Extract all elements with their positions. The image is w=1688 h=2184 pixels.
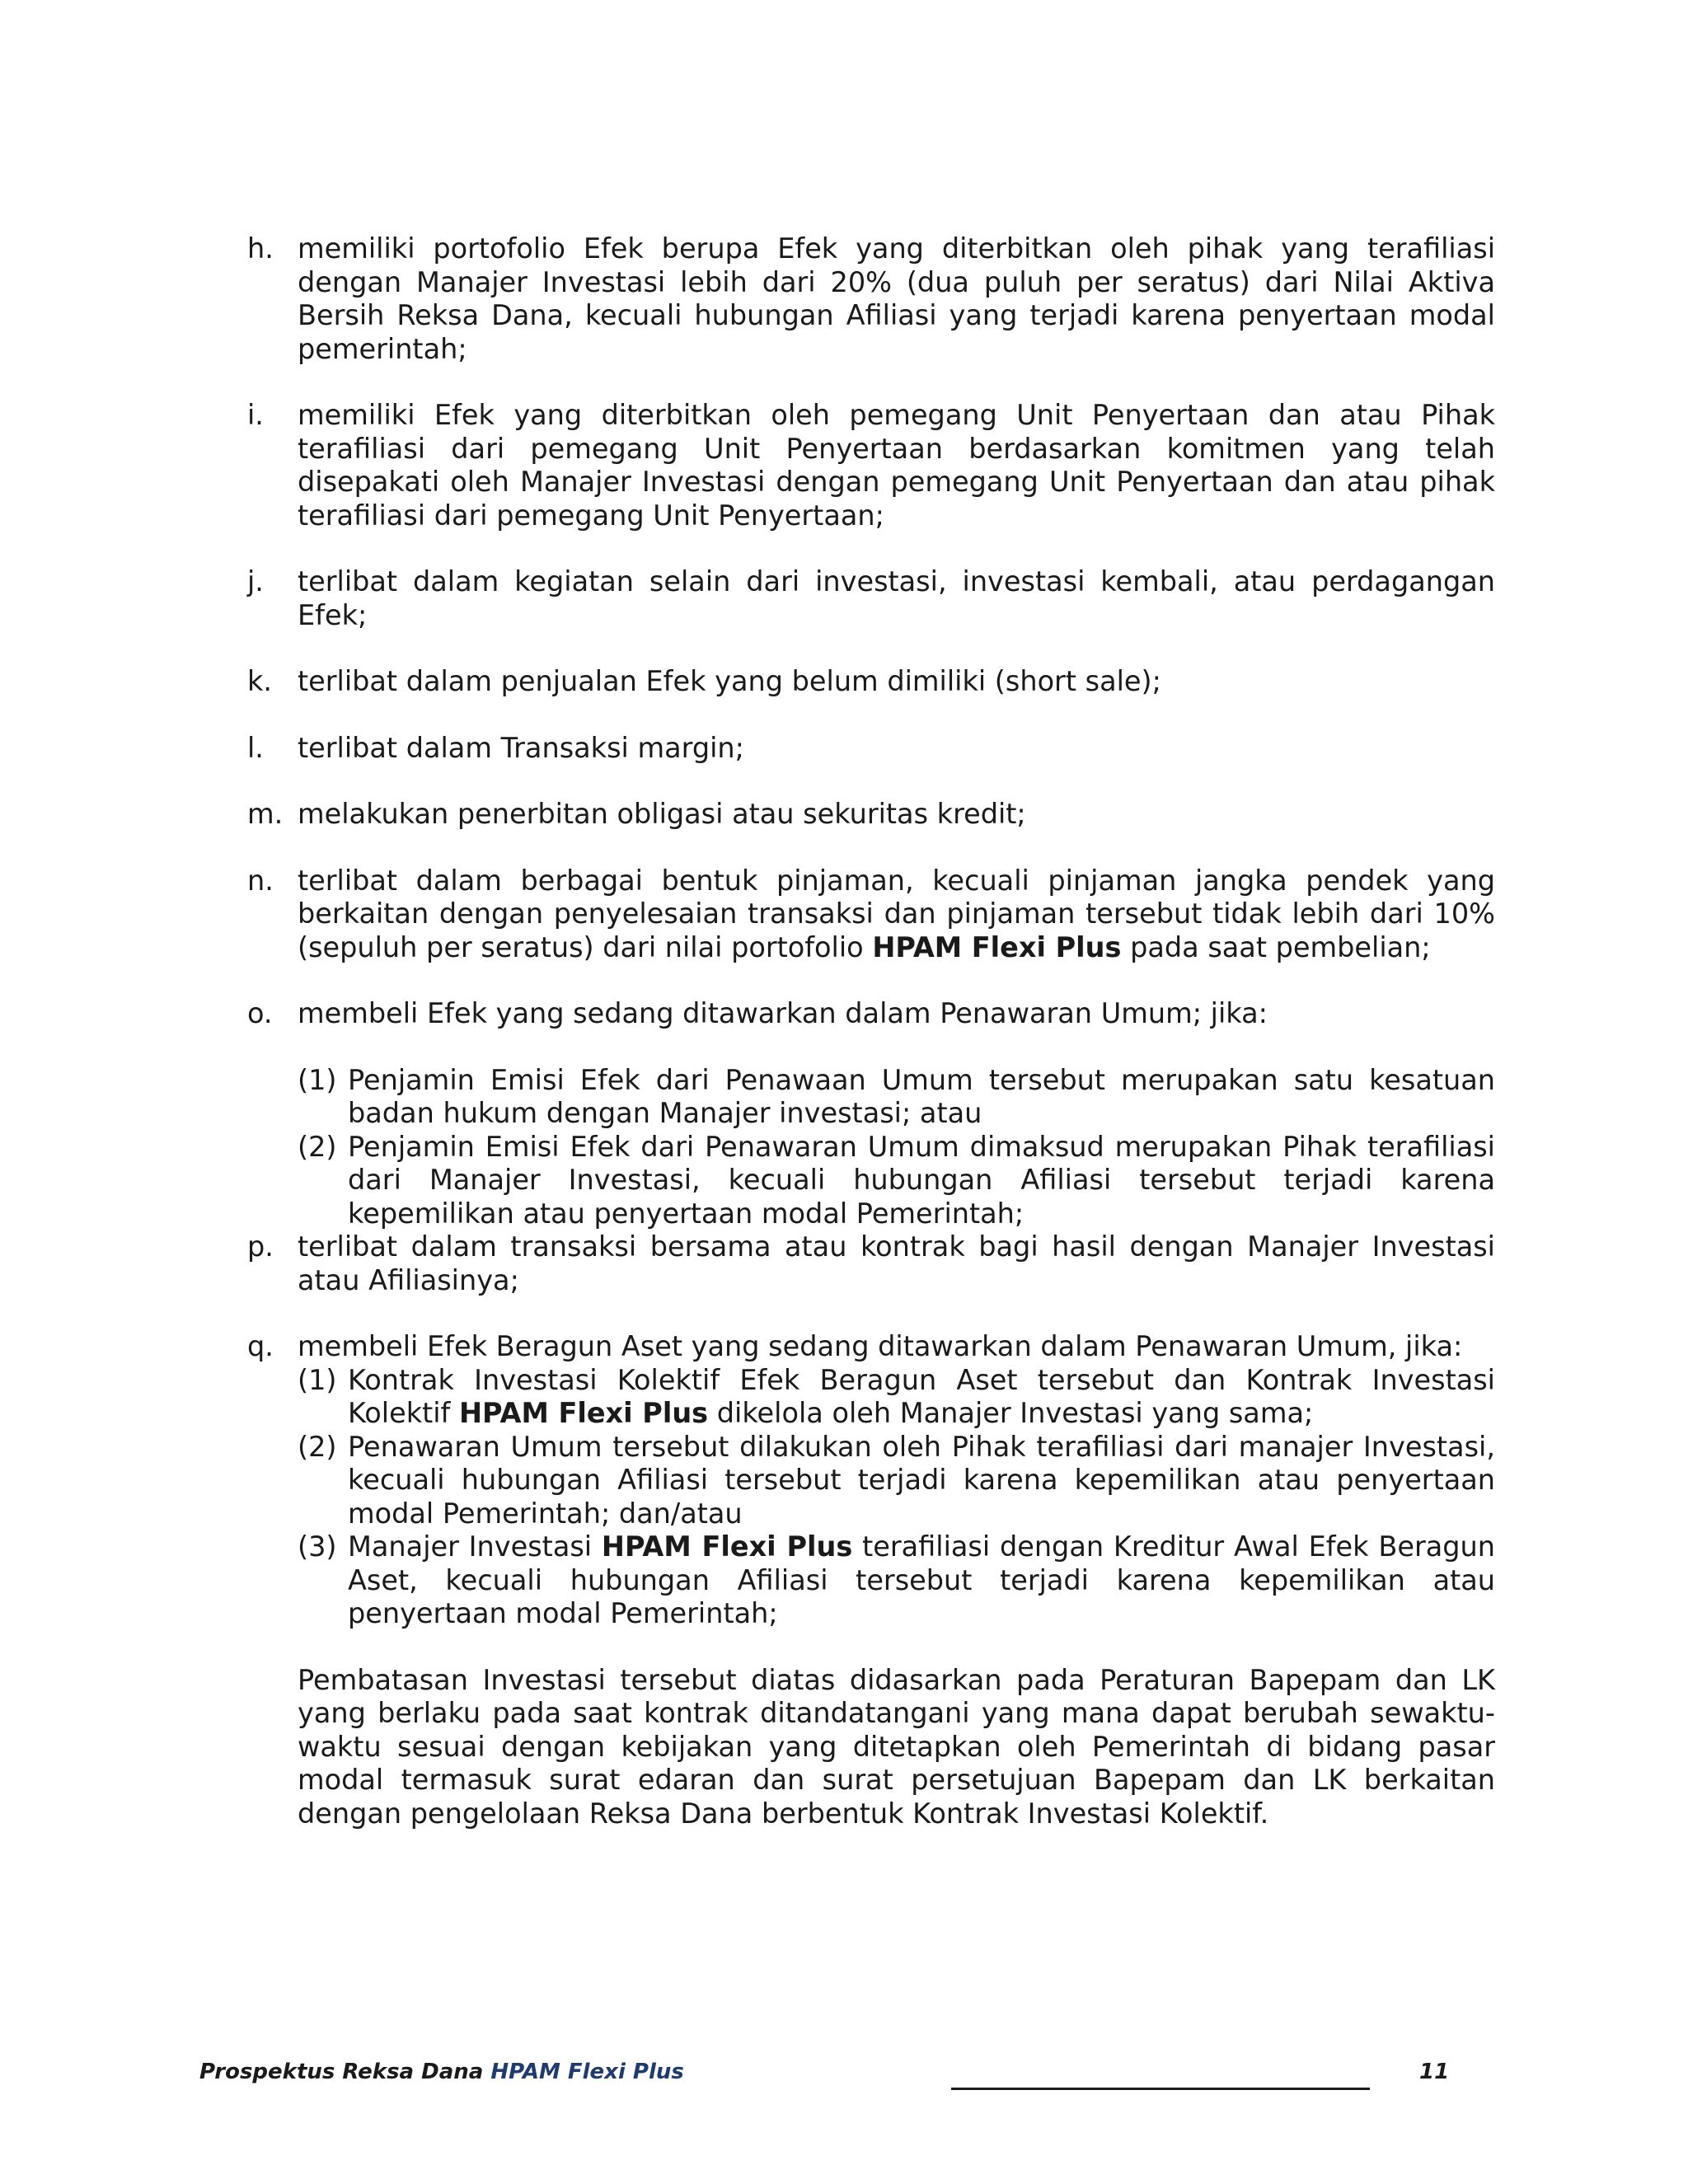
item-text: terlibat dalam Transaksi margin; [298, 731, 744, 764]
item-text: memiliki portofolio Efek berupa Efek yang diterbitkan oleh pihak yang terafiliasi dengan Manajer Investasi lebih dari 20% (dua puluh per seratus) dari Nilai Aktiva Bersih Reksa Dana, kecuali hubungan Afiliasi yang terjadi karena penyertaan modal pemerintah; [298, 232, 1495, 365]
sub-item-text: Penawaran Umum tersebut dilakukan oleh Pihak terafiliasi dari manajer Investasi, kecuali hubungan Afiliasi tersebut terjadi karena kepemilikan atau penyertaan modal Pemerintah; dan/atau [348, 1430, 1495, 1530]
footer-rule [951, 2088, 1370, 2090]
sub-item [298, 1364, 1495, 1431]
item-text: melakukan penerbitan obligasi atau sekuritas kredit; [298, 798, 1026, 830]
sub-list [298, 1064, 1495, 1231]
item-text: memiliki Efek yang diterbitkan oleh pemegang Unit Penyertaan dan atau Pihak terafiliasi dari pemegang Unit Penyertaan berdasarkan komitmen yang telah disepakati oleh Manajer Investasi dengan pemegang Unit Penyertaan dan atau pihak terafiliasi dari pemegang Unit Penyertaan; [298, 399, 1495, 532]
footer-title-prefix: Prospektus Reksa Dana [199, 2060, 484, 2084]
list-item-m [247, 798, 1495, 832]
sub-item [298, 1530, 1495, 1631]
item-label: l. [247, 731, 264, 764]
item-text-part: pada saat pembelian; [1130, 930, 1431, 963]
item-text: terlibat dalam penjualan Efek yang belum dimiliki (short sale); [298, 665, 1161, 697]
item-label: m. [247, 798, 284, 830]
footer-title-brand: HPAM Flexi Plus [490, 2060, 684, 2084]
item-label: o. [247, 997, 273, 1029]
list-item-o [247, 997, 1495, 1230]
sub-list [298, 1364, 1495, 1631]
sub-item-text: Penjamin Emisi Efek dari Penawaran Umum dimaksud merupakan Pihak terafiliasi dari Manajer Investasi, kecuali hubungan Afiliasi tersebut terjadi karena kepemilikan atau penyertaan modal Pemerintah; [348, 1130, 1495, 1230]
footer-title [199, 2060, 684, 2084]
list-item-l [247, 732, 1495, 766]
sub-item-text-part: terafiliasi dengan Kreditur Awal Efek Beragun Aset, kecuali hubungan Afiliasi tersebut terjadi karena kepemilikan atau penyertaan modal Pemerintah; [348, 1530, 1495, 1629]
product-name: HPAM Flexi Plus [459, 1397, 709, 1429]
item-label: q. [247, 1330, 274, 1362]
sub-item-text-part: dikelola oleh Manajer Investasi yang sama; [716, 1397, 1314, 1429]
product-name: HPAM Flexi Plus [601, 1530, 853, 1563]
item-text: membeli Efek Beragun Aset yang sedang ditawarkan dalam Penawaran Umum, jika: [298, 1330, 1463, 1362]
item-content [298, 1330, 1495, 1631]
sub-item-label: (3) [298, 1530, 337, 1563]
product-name: HPAM Flexi Plus [872, 930, 1122, 963]
sub-item [298, 1431, 1495, 1531]
closing-paragraph: Pembatasan Investasi tersebut diatas didasarkan pada Peraturan Bapepam dan LK yang berlaku pada saat kontrak ditandatangani yang mana dapat berubah sewaktu-waktu sesuai dengan kebijakan yang ditetapkan oleh Pemerintah di bidang pasar modal termasuk surat edaran dan surat persetujuan Bapepam dan LK berkaitan dengan pengelolaan Reksa Dana berbentuk Kontrak Investasi Kolektif. [298, 1663, 1495, 1830]
list-item-q [247, 1330, 1495, 1631]
item-label: p. [247, 1230, 274, 1263]
item-text: terlibat dalam kegiatan selain dari investasi, investasi kembali, atau perdagangan Efek; [298, 565, 1495, 631]
sub-item-label: (1) [298, 1363, 337, 1396]
sub-item [298, 1131, 1495, 1231]
list-item-i [247, 399, 1495, 532]
list-item-p [247, 1230, 1495, 1297]
restrictions-list [247, 232, 1495, 1830]
sub-item-text [348, 1364, 1495, 1431]
item-text [298, 865, 1495, 965]
item-text: membeli Efek yang sedang ditawarkan dalam Penawaran Umum; jika: [298, 997, 1268, 1029]
sub-item-text-part: Kontrak Investasi Kolektif Efek Beragun Aset tersebut dan Kontrak Investasi Kolektif [348, 1363, 1495, 1429]
page-footer [199, 2060, 1452, 2096]
list-item-j [247, 565, 1495, 632]
item-label: h. [247, 232, 274, 265]
sub-item-label: (1) [298, 1063, 337, 1096]
sub-item-label: (2) [298, 1430, 337, 1463]
item-text-part: terlibat dalam berbagai bentuk pinjaman, kecuali pinjaman jangka pendek yang berkaitan dengan penyelesaian transaksi dan pinjaman tersebut tidak lebih dari 10% (sepuluh per seratus) dari nilai portofolio [298, 864, 1495, 963]
list-item-k [247, 665, 1495, 699]
sub-item [298, 1064, 1495, 1131]
list-item-h [247, 232, 1495, 366]
sub-item-label: (2) [298, 1130, 337, 1163]
sub-item-text [348, 1530, 1495, 1631]
list-item-n [247, 865, 1495, 965]
item-label: k. [247, 665, 273, 697]
sub-item-text: Penjamin Emisi Efek dari Penawaan Umum tersebut merupakan satu kesatuan badan hukum dengan Manajer investasi; atau [348, 1063, 1495, 1129]
item-label: j. [247, 565, 264, 598]
page-number: 11 [1419, 2060, 1450, 2084]
item-text: terlibat dalam transaksi bersama atau kontrak bagi hasil dengan Manajer Investasi atau Afiliasinya; [298, 1230, 1495, 1296]
sub-item-text-part: Manajer Investasi [348, 1530, 593, 1563]
item-content [298, 997, 1495, 1230]
item-label: i. [247, 399, 264, 431]
item-label: n. [247, 864, 274, 897]
